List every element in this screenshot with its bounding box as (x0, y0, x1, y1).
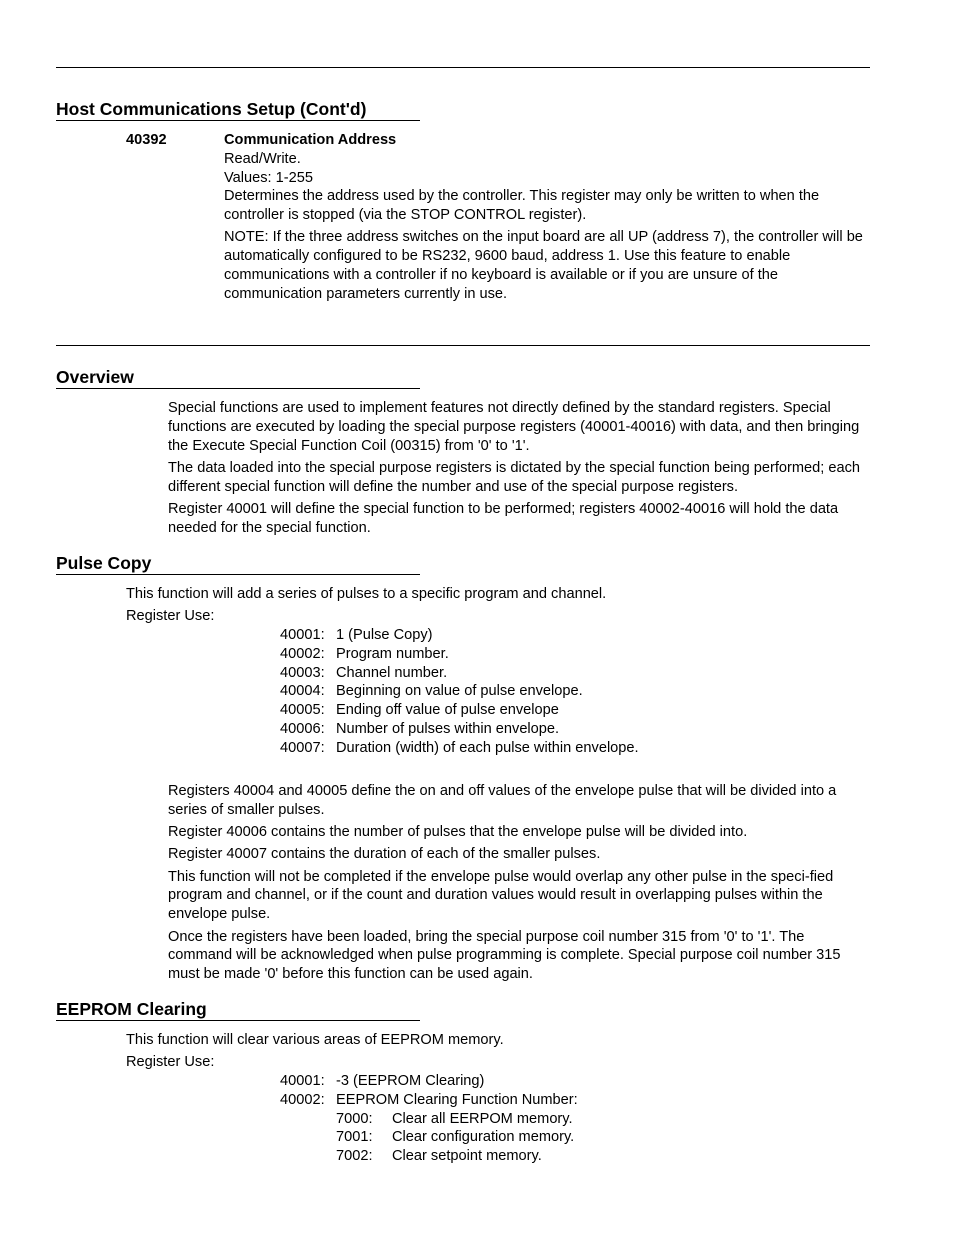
register-desc: -3 (EEPROM Clearing) (336, 1073, 485, 1089)
register-number: 40006: (280, 720, 325, 737)
pulse-copy-intro (126, 585, 870, 626)
paragraph: This function will add a series of pulses to a specific program and channel. (126, 586, 607, 602)
eeprom-intro (126, 1031, 870, 1072)
register-desc: Beginning on value of pulse envelope. (336, 683, 583, 700)
function-code: 7000: (336, 1110, 373, 1127)
paragraph: Register 40006 contains the number of pulses that the envelope pulse will be divided into. (168, 824, 748, 841)
register-use-label: Register Use: (126, 608, 215, 625)
pulse-copy-body (168, 782, 872, 987)
paragraph: This function will not be completed if the envelope pulse would overlap any other pulse in the speci-fied program and channel, or if the count and duration values would result in overlapping pulses within the envelope pulse. (168, 868, 834, 923)
register-access: Read/Write. (224, 150, 301, 167)
register-number: 40001: (280, 1073, 325, 1089)
register-number: 40005: (280, 702, 325, 719)
eeprom-register-list (280, 1072, 578, 1166)
register-desc: Program number. (336, 645, 449, 662)
function-code: 7001: (336, 1129, 373, 1146)
register-description (224, 131, 870, 307)
list-item (280, 720, 639, 739)
section-heading-overview: Overview (56, 367, 420, 389)
overview-body (168, 399, 872, 541)
paragraph: Register 40007 contains the duration of each of the smaller pulses. (168, 846, 601, 863)
register-desc: Channel number. (336, 664, 448, 681)
paragraph: Special functions are used to implement features not directly defined by the standard registers. Special functions are executed by loading the special purpose registers (40001-40016) with data, and then bringing the Execute Special Function Coil (00315) from '0' to '1'. (168, 400, 860, 454)
register-number: 40001: (280, 627, 325, 643)
list-item (280, 645, 639, 664)
list-item (280, 664, 639, 683)
register-values: Values: 1-255 (224, 169, 313, 186)
register-number: 40002: (280, 1091, 325, 1108)
function-desc: Clear setpoint memory. (392, 1148, 542, 1165)
register-number: 40003: (280, 664, 325, 681)
function-desc: Clear configuration memory. (392, 1129, 575, 1146)
register-desc: 1 (Pulse Copy) (336, 627, 433, 643)
register-desc: Number of pulses within envelope. (336, 720, 560, 737)
paragraph: The data loaded into the special purpose registers is dictated by the special function being performed; each different special function will define the number and use of the special purpose registers. (168, 459, 861, 495)
function-code: 7002: (336, 1148, 373, 1165)
register-title: Communication Address (224, 132, 397, 148)
list-item (280, 626, 639, 645)
register-desc: EEPROM Clearing Function Number: (336, 1091, 578, 1108)
list-item (280, 701, 639, 720)
register-detail: Determines the address used by the controller. This register may only be written to when the controller is stopped (via the STOP CONTROL register). (224, 188, 820, 224)
section-heading-eeprom-clearing: EEPROM Clearing (56, 999, 420, 1021)
list-item (280, 1072, 578, 1091)
list-item (280, 682, 639, 701)
section-heading-pulse-copy: Pulse Copy (56, 553, 420, 575)
register-use-label: Register Use: (126, 1054, 215, 1071)
list-item (280, 739, 639, 758)
pulse-copy-register-list (280, 626, 639, 758)
register-note: NOTE: If the three address switches on the input board are all UP (address 7), the controller will be automatically configured to be RS232, 9600 baud, address 1. Use this feature to enable communications with a controller if no keyboard is available or if you are unsure of the communication parameters currently in use. (224, 229, 863, 302)
register-desc: Ending off value of pulse envelope (336, 702, 559, 719)
register-number: 40392 (126, 132, 167, 148)
paragraph: Once the registers have been loaded, bring the special purpose coil number 315 from '0' to '1'. The command will be acknowledged when pulse programming is complete. Special purpose coil number 315 must be made '0' before this function can be used again. (168, 928, 841, 983)
paragraph: Registers 40004 and 40005 define the on and off values of the envelope pulse that will be divided into a series of smaller pulses. (168, 783, 837, 818)
register-number: 40002: (280, 645, 325, 662)
top-divider (56, 67, 870, 68)
list-item (280, 1091, 578, 1110)
function-item (336, 1110, 578, 1129)
section-divider (56, 345, 870, 346)
register-number: 40004: (280, 683, 325, 700)
function-item (336, 1147, 578, 1166)
function-desc: Clear all EERPOM memory. (392, 1110, 573, 1127)
register-desc: Duration (width) of each pulse within envelope. (336, 739, 639, 756)
section-heading-host-comms: Host Communications Setup (Cont'd) (56, 99, 420, 121)
function-item (336, 1128, 578, 1147)
paragraph: This function will clear various areas of EEPROM memory. (126, 1032, 504, 1048)
paragraph: Register 40001 will define the special function to be performed; registers 40002-40016 will hold the data needed for the special function. (168, 500, 839, 536)
register-number: 40007: (280, 739, 325, 756)
